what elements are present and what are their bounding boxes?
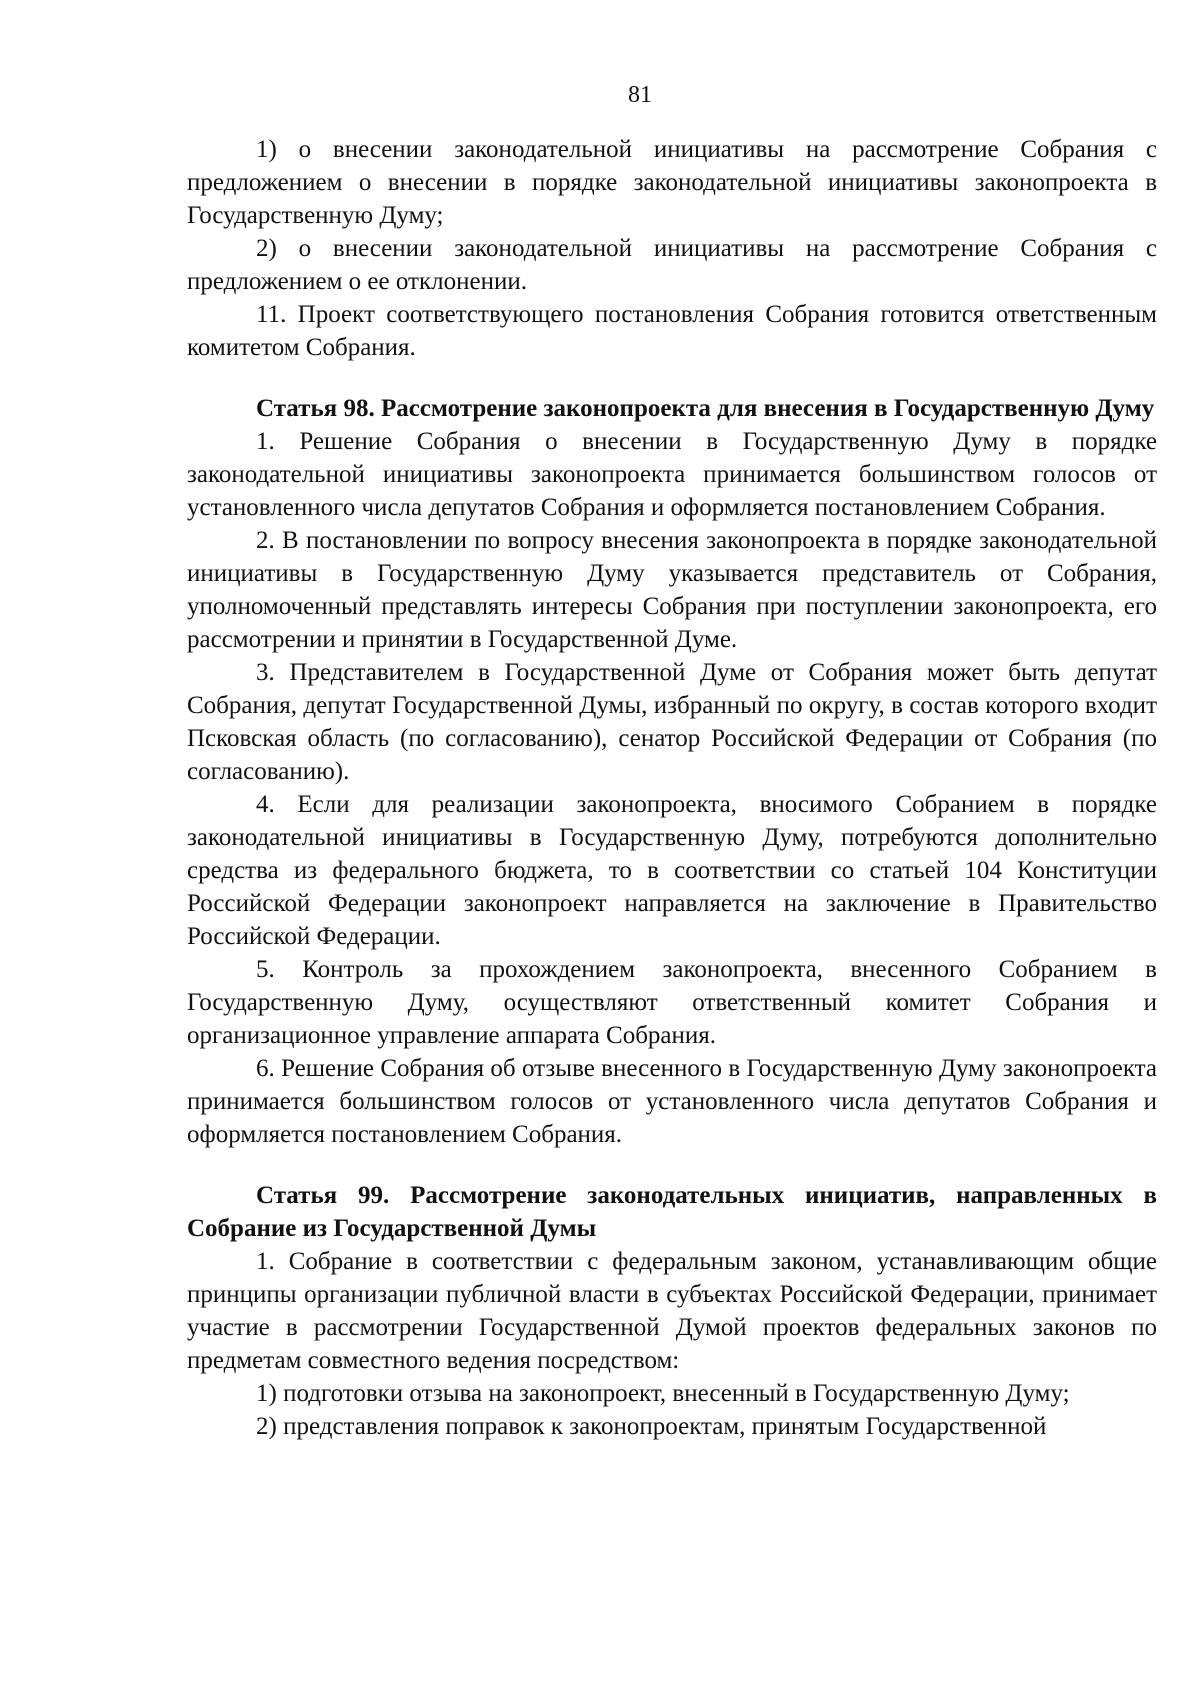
article-99-clause-1: 1. Собрание в соответствии с федеральным законом, устанавливающим общие принципы организации публичной власти в субъектах Российской Федерации, принимает участие в рассмотрении Государственной Думой проектов федеральных законов по предметам совместного ведения посредством: [187,1248,1157,1374]
paragraph-item-2: 2) о внесении законодательной инициативы на рассмотрение Собрания с предложением о ее отклонении. [187,235,1157,295]
article-98-clause-1: 1. Решение Собрания о внесении в Государственную Думу в порядке законодательной инициативы законопроекта принимается большинством голосов от установленного числа депутатов Собрания и оформляется постановлением Собрания. [187,428,1157,521]
section-spacer [187,1151,1157,1179]
article-98-heading: Статья 98. Рассмотрение законопроекта для внесения в Государственную Думу [256,395,1155,422]
paragraph-clause-11: 11. Проект соответствующего постановления Собрания готовится ответственным комитетом Собрания. [187,301,1157,361]
section-spacer [187,364,1157,392]
article-99-heading: Статья 99. Рассмотрение законодательных инициатив, направленных в Собрание из Государственной Думы [187,1182,1157,1242]
article-98-clause-6: 6. Решение Собрания об отзыве внесенного в Государственную Думу законопроекта принимается большинством голосов от установленного числа депутатов Собрания и оформляется постановлением Собрания. [187,1055,1157,1148]
paragraph-item-1: 1) о внесении законодательной инициативы на рассмотрение Собрания с предложением о внесении в порядке законодательной инициативы законопроекта в Государственную Думу; [187,136,1157,229]
article-98-clause-2: 2. В постановлении по вопросу внесения законопроекта в порядке законодательной инициативы в Государственную Думу указывается представитель от Собрания, уполномоченный представлять интересы Собрания при поступлении законопроекта, его рассмотрении и принятии в Государственной Думе. [187,527,1157,653]
article-98-clause-3: 3. Представителем в Государственной Думе от Собрания может быть депутат Собрания, депутат Государственной Думы, избранный по округу, в состав которого входит Псковская область (по согласованию), сенатор Российской Федерации от Собрания (по согласованию). [187,659,1157,785]
article-98-clause-4: 4. Если для реализации законопроекта, вносимого Собранием в порядке законодательной инициативы в Государственную Думу, потребуются дополнительно средства из федерального бюджета, то в соответствии со статьей 104 Конституции Российской Федерации законопроект направляется на заключение в Правительство Российской Федерации. [187,791,1157,950]
article-98-clause-5: 5. Контроль за прохождением законопроекта, внесенного Собранием в Государственную Думу, осуществляют ответственный комитет Собрания и организационное управление аппарата Собрания. [187,956,1157,1049]
page-number: 81 [628,82,652,108]
article-99-subitem-2: 2) представления поправок к законопроектам, принятым Государственной [256,1413,1047,1440]
document-body [187,133,1157,1443]
article-99-subitem-1: 1) подготовки отзыва на законопроект, внесенный в Государственную Думу; [256,1380,1070,1407]
